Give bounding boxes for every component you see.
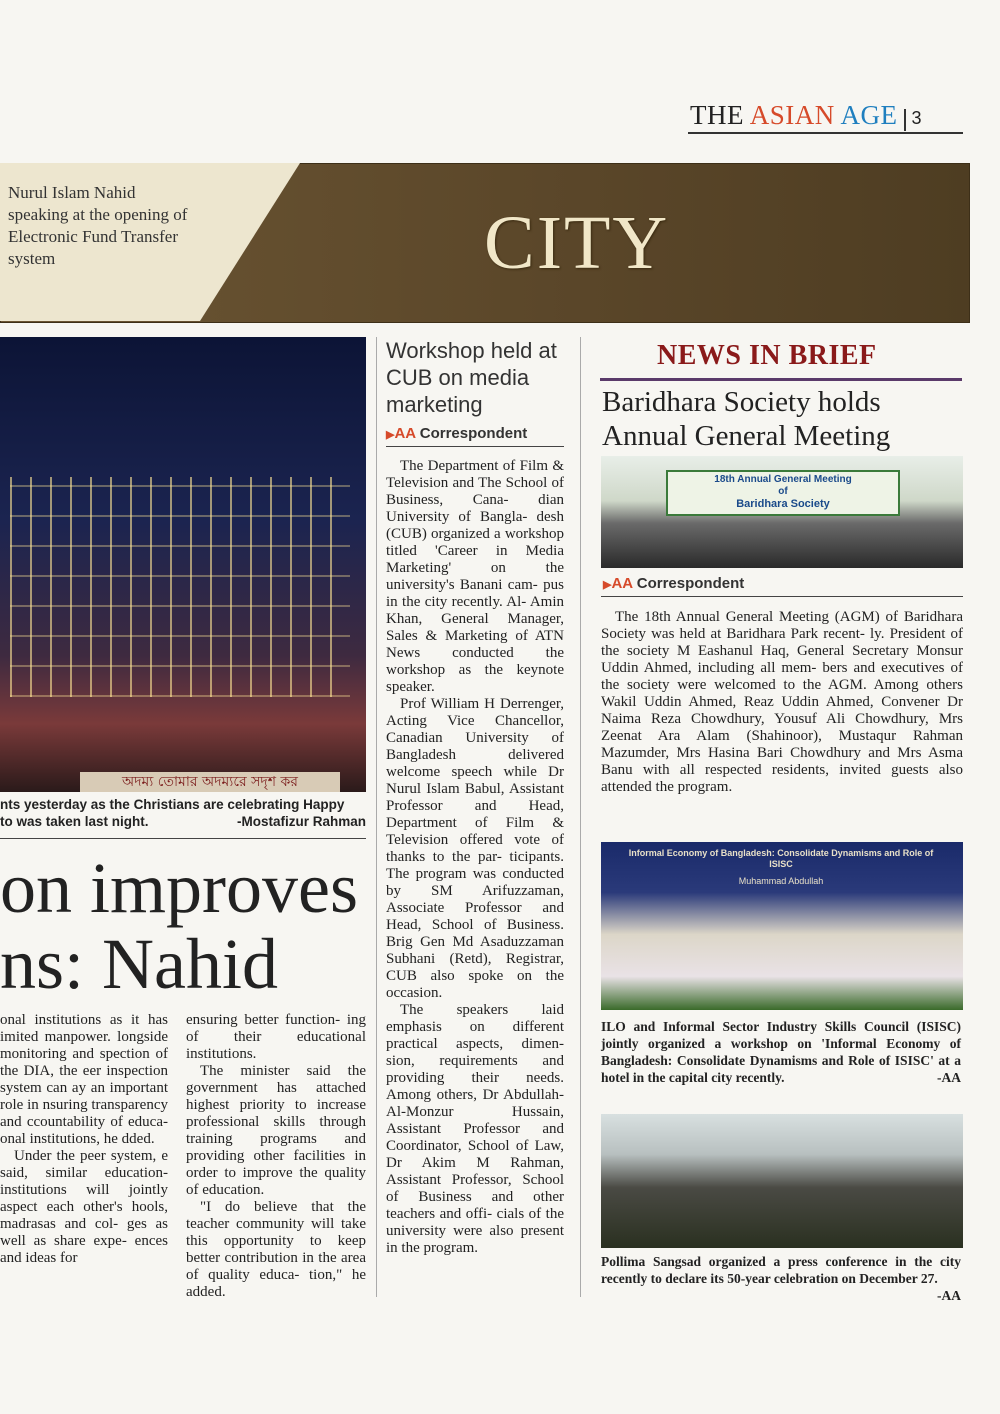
workshop-headline: Workshop held at CUB on media marketing — [386, 338, 557, 417]
workshop-paragraph: The Department of Film & Television and The School of Business, Cana- dian University of Bangla- desh (CUB) organized a workshop titled 'Career in Media Marketing' on the university's Banani cam- pus in the city recently. Al- Amin Khan, General Manager, Sales & Marketing of ATN News conducted the workshop as the keynote speaker. — [386, 458, 564, 695]
newspaper-name: THE ASIAN AGE — [690, 100, 898, 130]
lead-story-col-2 — [186, 1012, 366, 1301]
lead-headline — [0, 850, 358, 1002]
pollima-photo — [601, 1114, 963, 1248]
baridhara-headline: Baridhara Society holds Annual General Meeting — [602, 386, 891, 452]
photo-credit: -Mostafizur Rahman — [236, 814, 366, 829]
agm-photo — [601, 456, 963, 568]
page-number: 3 — [911, 108, 922, 128]
masthead-divider — [904, 109, 906, 131]
caption-line-2: to was taken last night. — [0, 814, 149, 829]
byline-arrow-icon: ▶ — [603, 579, 612, 591]
baridhara-body: The 18th Annual General Meeting (AGM) of Baridhara Society was held at Baridhara Park recent- ly. President of the society M Eashanul Haq, General Secretary Monsur Uddin Ahmed, including all mem- bers and executives of the society were welcomed to the AGM. Among others Wakil Uddin Ahmed, Reaz Uddin Ahmed, Convener Dr Naima Reza Chowdhury, Yousuf Ali Chowdhury, Mrs Zeenat Ara Alam (Shahinoor), Mustaqur Rahman Mazumder, Mrs Hasina Bari Chowdhury and Mrs Asma Banu with all respected residents, invited guests also attended the program. — [601, 609, 963, 795]
isisc-photo-banner: Informal Economy of Bangladesh: Consolidate Dynamisms and Role of ISISC Muhammad Abdullah — [628, 848, 934, 886]
lead-paragraph: onal institutions as it has imited manpower. longside monitoring and spection of the DIA, the eer inspection system can ay an important role in nsuring transparency and ccountability of educa- onal institutions, he dded. — [0, 1012, 168, 1147]
agm-photo-banner: 18th Annual General Meeting of Baridhara Society — [666, 470, 900, 516]
column-rule — [376, 337, 377, 1297]
workshop-byline: ▶AA Correspondent — [386, 425, 528, 442]
lead-paragraph: The minister said the government has attached highest priority to increase professional skills through training programs and providing other facilities in order to improve the quality of education. — [186, 1063, 366, 1198]
divider — [386, 446, 564, 447]
banner-photo-caption: Nurul Islam Nahid speaking at the opening of Electronic Fund Transfer system — [8, 183, 188, 268]
main-photo-caption — [0, 796, 366, 830]
workshop-body — [386, 458, 564, 1257]
divider — [601, 596, 963, 597]
caption-line-1: nts yesterday as the Christians are celebrating Happy — [0, 797, 345, 812]
pollima-caption: Pollima Sangsad organized a press conference in the city recently to declare its 50-year celebration on December 27. -AA — [601, 1254, 961, 1303]
photo-lights — [10, 477, 350, 697]
lead-paragraph: ensuring better function- ing of their educational institutions. — [186, 1012, 366, 1062]
lead-paragraph: Under the peer system, e said, similar education- institutions will jointly aspect each other's hools, madrasas and col- ges as well as share expe- ences and ideas for — [0, 1148, 168, 1266]
divider — [0, 838, 366, 839]
isisc-photo — [601, 842, 963, 1010]
section-title: CITY — [484, 201, 670, 285]
masthead — [690, 100, 970, 130]
isisc-credit: -AA — [937, 1070, 961, 1085]
lead-story-col-1 — [0, 1012, 168, 1267]
christmas-photo — [0, 337, 366, 792]
pollima-credit: -AA — [937, 1288, 961, 1303]
news-in-brief-heading: NEWS IN BRIEF — [657, 340, 877, 371]
banner-diagonal — [200, 163, 300, 321]
headline-line-1: on improves — [0, 848, 358, 928]
headline-line-2: ns: Nahid — [0, 924, 278, 1004]
news-in-brief-rule — [600, 378, 962, 381]
byline-arrow-icon: ▶ — [386, 429, 395, 441]
baridhara-byline: ▶AA Correspondent — [603, 575, 745, 592]
column-rule — [580, 337, 581, 1297]
workshop-paragraph: Prof William H Derrenger, Acting Vice Chancellor, Canadian University of Bangladesh delivered welcome speech while Dr Nurul Islam Babul, Assistant Professor and Head, Department of Film & Television offered vote of thanks to the par- ticipants. The program was conducted by SM Arifuzzaman, Associate Professor and Head, School of Business. Brig Gen Md Asaduzzaman Subhani (Retd), Registrar, CUB also spoke on the occasion. — [386, 696, 564, 1001]
workshop-paragraph: The speakers laid emphasis on different practical aspects, dimen- sion, requirements and providing their needs. Among others, Dr Abdullah-Al-Monzur Hussain, Assistant Professor and Coordinator, School of Law, Dr Akim M Rahman, Assistant Professor, School of Business and other teachers and offi- cials of the university were also present in the program. — [386, 1002, 564, 1256]
lead-paragraph: "I do believe that the teacher community will take this opportunity to keep better contribution in the area of quality educa- tion," he added. — [186, 1199, 366, 1300]
masthead-rule — [688, 132, 963, 134]
photo-sign-text: অদম্য তোমার অদম্যরে সদৃশ কর — [80, 772, 340, 792]
isisc-caption: ILO and Informal Sector Industry Skills Council (ISISC) jointly organized a workshop on 'Informal Economy of Bangladesh: Consolidate Dynamisms and Role of ISISC' at a hotel in the capital city recently. -AA — [601, 1019, 961, 1085]
